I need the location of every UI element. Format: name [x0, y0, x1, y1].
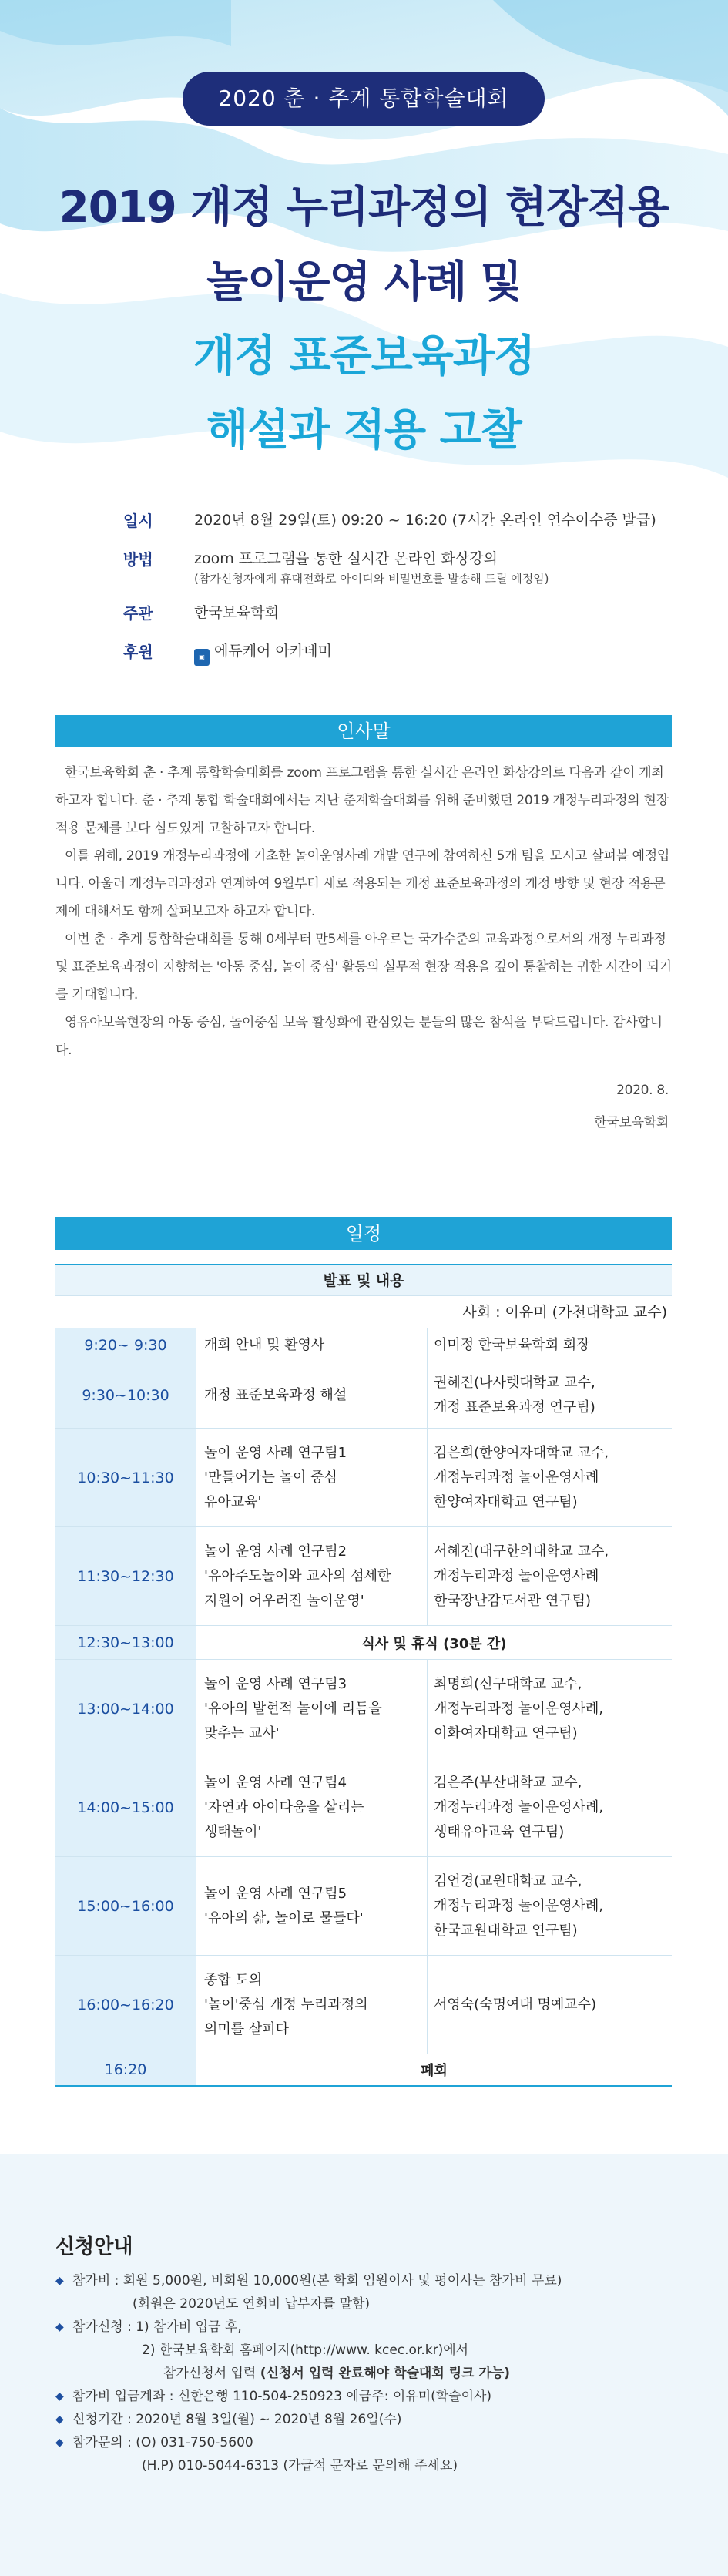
greeting-title-bar: 인사말	[55, 715, 672, 747]
registration-contact-hp: (H.P) 010-5044-6313 (가급적 문자로 문의해 주세요)	[142, 2458, 458, 2474]
row-topic: 놀이 운영 사례 연구팀3 '유아의 발현적 놀이에 리듬을 맞추는 교사'	[196, 1660, 427, 1758]
greeting-date: 2020. 8.	[616, 1083, 669, 1098]
row-speaker: 김은희(한양여자대학교 교수, 개정누리과정 놀이운영사례 한양여자대학교 연구팀)	[427, 1429, 672, 1526]
registration-apply-step3	[55, 2362, 672, 2385]
info-date-value: 2020년 8월 29일(토) 09:20 ~ 16:20 (7시간 온라인 연수이수증 발급)	[194, 512, 656, 529]
row-topic: 개회 안내 및 환영사	[196, 1328, 427, 1362]
row-time: 9:30~10:30	[55, 1362, 196, 1428]
row-speaker: 김언경(교원대학교 교수, 개정누리과정 놀이운영사례, 한국교원대학교 연구팀)	[427, 1857, 672, 1955]
schedule-table	[55, 1264, 672, 2087]
row-time: 10:30~11:30	[55, 1429, 196, 1526]
sponsor-logo-icon: ▣	[194, 649, 210, 666]
info-date-row	[123, 509, 678, 547]
schedule-title-bar: 일정	[55, 1217, 672, 1250]
table-row	[55, 1328, 672, 1362]
row-speaker: 김은주(부산대학교 교수, 개정누리과정 놀이운영사례, 생태유아교육 연구팀)	[427, 1758, 672, 1856]
table-row	[55, 1527, 672, 1626]
row-time: 13:00~14:00	[55, 1660, 196, 1758]
registration-apply-step1: ◆ 참가신청 : 1) 참가비 입금 후,	[55, 2316, 672, 2339]
registration-apply-step3-note: (신청서 입력 완료해야 학술대회 링크 가능)	[260, 2366, 511, 2381]
row-topic: 종합 토의 '놀이'중심 개정 누리과정의 의미를 살피다	[196, 1956, 427, 2054]
registration-contact: ◆ 참가문의 : (O) 031-750-5600	[55, 2431, 672, 2454]
hero-header	[0, 0, 728, 694]
row-speaker: 최명희(신구대학교 교수, 개정누리과정 놀이운영사례, 이화여자대학교 연구팀)	[427, 1660, 672, 1758]
registration-title: 신청안내	[55, 2235, 133, 2259]
registration-account: ◆ 참가비 입금계좌 : 신한은행 110-504-250923 예금주: 이유미(학술이사)	[55, 2385, 672, 2408]
table-row	[55, 1956, 672, 2054]
event-name-pill: 2020 춘 · 추계 통합학술대회	[183, 72, 545, 126]
info-host-label: 주관	[123, 604, 153, 623]
info-method-label: 방법	[123, 550, 153, 569]
schedule-header: 발표 및 내용	[55, 1264, 672, 1296]
registration-fee: ◆ 참가비 : 회원 5,000원, 비회원 10,000원(본 학회 임원이사 및 평이사는 참가비 무료)	[55, 2269, 672, 2292]
table-row	[55, 1429, 672, 1527]
row-time: 14:00~15:00	[55, 1758, 196, 1856]
row-topic: 놀이 운영 사례 연구팀4 '자연과 아이다움을 살리는 생태놀이'	[196, 1758, 427, 1856]
registration-period: ◆ 신청기간 : 2020년 8월 3일(월) ~ 2020년 8월 26일(수)	[55, 2408, 672, 2431]
title-line-3: 개정 표준보육과정	[193, 331, 535, 381]
greeting-paragraph-4: 영유아보육현장의 아동 중심, 놀이중심 보육 활성화에 관심있는 분들의 많은 참석을 부탁드립니다. 감사합니다.	[55, 1015, 663, 1058]
row-topic: 놀이 운영 사례 연구팀5 '유아의 삶, 놀이로 물들다'	[196, 1857, 427, 1955]
row-topic: 놀이 운영 사례 연구팀2 '유아주도놀이와 교사의 섬세한 지원이 어우러진 놀이운영'	[196, 1527, 427, 1625]
info-method-value: zoom 프로그램을 통한 실시간 온라인 화상강의	[194, 550, 498, 567]
row-time: 9:20~ 9:30	[55, 1328, 196, 1362]
row-time: 16:20	[55, 2054, 196, 2085]
table-row	[55, 1626, 672, 1660]
greeting-paragraph-2: 이를 위해, 2019 개정누리과정에 기초한 놀이운영사례 개발 연구에 참여하신 5개 팀을 모시고 살펴볼 예정입니다. 아울러 개정누리과정과 연계하여 9월부터 새로 적용되는 개정 표준보육과정의 개정 방향 및 현장 적용문제에 대해서도 함께 살펴보고자 하고자 합니다.	[55, 848, 670, 919]
greeting-paragraph-3: 이번 춘 · 추계 통합학술대회를 통해 0세부터 만5세를 아우르는 국가수준의 교육과정으로서의 개정 누리과정 및 표준보육과정이 지향하는 '아동 중심, 놀이 중심' 활동의 실무적 현장 적용을 깊이 통찰하는 귀한 시간이 되기를 기대합니다.	[55, 932, 672, 1003]
info-sponsor-row	[123, 640, 678, 678]
row-speaker: 권혜진(나사렛대학교 교수, 개정 표준보육과정 연구팀)	[427, 1362, 672, 1428]
greeting-paragraph-1: 한국보육학회 춘 · 추계 통합학술대회를 zoom 프로그램을 통한 실시간 온라인 화상강의로 다음과 같이 개최하고자 합니다. 춘 · 추계 통합 학술대회에서는 지난 춘계학술대회를 위해 준비했던 2019 개정누리과정의 현장 적용 문제를 보다 심도있게 고찰하고자 합니다.	[55, 765, 669, 836]
info-host-value: 한국보육학회	[194, 604, 280, 621]
row-time: 11:30~12:30	[55, 1527, 196, 1625]
greeting-org: 한국보육학회	[594, 1115, 669, 1130]
table-row	[55, 2054, 672, 2087]
table-row	[55, 1758, 672, 1857]
event-info	[123, 509, 678, 678]
title-line-1: 2019 개정 누리과정의 현장적용	[59, 183, 669, 233]
row-speaker: 서영숙(숙명여대 명예교수)	[427, 1956, 672, 2054]
row-speaker: 이미정 한국보육학회 회장	[427, 1328, 672, 1362]
row-time: 16:00~16:20	[55, 1956, 196, 2054]
row-time: 12:30~13:00	[55, 1626, 196, 1659]
row-topic: 개정 표준보육과정 해설	[196, 1362, 427, 1428]
table-row	[55, 1660, 672, 1758]
info-sponsor-value	[194, 640, 332, 666]
row-closing: 폐회	[196, 2054, 672, 2085]
title-line-4: 해설과 적용 고찰	[206, 405, 522, 455]
table-row	[55, 1362, 672, 1429]
schedule-moderator: 사회 : 이유미 (가천대학교 교수)	[55, 1296, 672, 1328]
registration-fee-note: (회원은 2020년도 연회비 납부자를 말함)	[133, 2296, 371, 2312]
table-row	[55, 1857, 672, 1956]
info-host-row	[123, 601, 678, 640]
registration-apply-step3-text: 참가신청서 입력	[163, 2366, 260, 2381]
info-method-note: (참가신청자에게 휴대전화로 아이디와 비밀번호를 발송해 드릴 예정임)	[194, 572, 549, 586]
title-line-2: 놀이운영 사례 및	[206, 257, 522, 307]
registration-apply-step2: 2) 한국보육학회 홈페이지(http://www. kcec.or.kr)에서	[142, 2343, 469, 2358]
sponsor-name: 에듀케어 아카데미	[214, 643, 332, 660]
registration-list	[55, 2269, 672, 2477]
info-date-label: 일시	[123, 512, 153, 530]
row-time: 15:00~16:00	[55, 1857, 196, 1955]
greeting-body	[55, 759, 672, 1137]
row-topic: 놀이 운영 사례 연구팀1 '만들어가는 놀이 중심 유아교육'	[196, 1429, 427, 1526]
row-speaker: 서혜진(대구한의대학교 교수, 개정누리과정 놀이운영사례 한국장난감도서관 연구팀)	[427, 1527, 672, 1625]
registration-section	[0, 2154, 728, 2576]
info-method-row	[123, 547, 678, 601]
row-break: 식사 및 휴식 (30분 간)	[196, 1626, 672, 1659]
info-sponsor-label: 후원	[123, 643, 153, 661]
